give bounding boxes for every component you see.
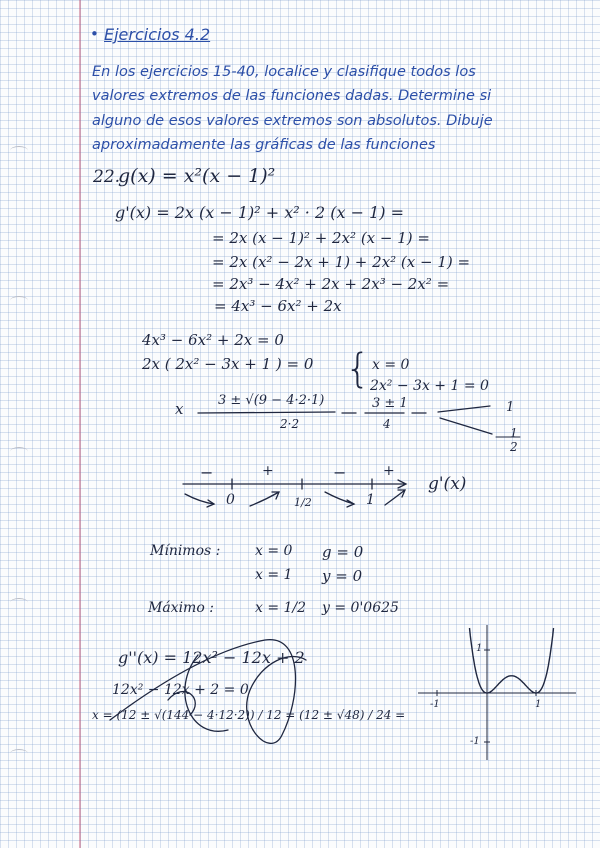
graph-tick-neg-x: -1 [430,699,440,710]
second-derivative-line: g''(x) = 12x² − 12x + 2 [118,648,305,667]
graph-tick-pos-y: 1 [476,643,483,654]
derivative-line: = 2x (x² − 2x + 1) + 2x² (x − 1) = [212,253,471,271]
maximum-x: x = 1/2 [255,600,307,616]
problem-number: 22. [93,167,121,187]
root-one: 1 [506,400,515,415]
problem-function: g(x) = x²(x − 1)² [118,165,276,187]
sign-plus: + [383,463,395,479]
graph-tick-pos-x: 1 [535,699,542,710]
second-derivative-roots: x = (12 ± √(144 − 4·12·2)) / 12 = (12 ± √48) / 24 = [92,708,406,722]
page-title: Ejercicios 4.2 [104,25,211,44]
quadratic-numerator-simplified: 3 ± 1 [372,396,408,411]
minimum-y: y = 0 [322,567,363,585]
critical-point-half: 1/2 [294,496,312,509]
root-half-numerator: 1 [510,426,518,440]
function-graph [418,625,576,760]
derivative-line: = 4x³ − 6x² + 2x [214,297,342,315]
intro-line: valores extremos de las funciones dadas. Determine si [92,88,492,104]
intro-line: aproximadamente las gráficas de las funciones [92,137,436,153]
case-brace: { [345,346,371,392]
equation-line: 4x³ − 6x² + 2x = 0 [142,331,284,349]
quadratic-denominator-simplified: 4 [383,417,391,431]
factored-equation: 2x ( 2x² − 3x + 1 ) = 0 [142,355,314,373]
minimum-x: x = 1 [255,567,293,583]
derivative-line: = 2x (x − 1)² + 2x² (x − 1) = [212,229,430,247]
minimum-label: Mínimos : [150,543,221,559]
sign-plus: + [262,463,274,479]
critical-point-zero: 0 [226,492,235,508]
intro-line: alguno de esos valores extremos son absolutos. Dibuje [92,113,493,129]
root-half-denominator: 2 [510,440,518,454]
maximum-label: Máximo : [148,600,214,616]
minimum-x: x = 0 [255,543,293,559]
minimum-y: g = 0 [322,543,364,561]
quadratic-x: x [175,400,184,418]
intro-line: En los ejercicios 15-40, localice y clasifique todos los [92,64,476,80]
header-bullet: • [90,25,99,43]
quadratic-numerator: 3 ± √(9 − 4·2·1) [218,393,325,408]
derivative-line: = 2x³ − 4x² + 2x + 2x³ − 2x² = [212,275,450,293]
graph-tick-neg-y: -1 [470,736,480,747]
critical-point-one: 1 [366,492,375,508]
maximum-y: y = 0'0625 [322,600,399,616]
sign-minus: − [200,463,214,482]
quadratic-denominator: 2·2 [280,417,300,431]
case-quadratic: 2x² − 3x + 1 = 0 [370,378,489,394]
case-zero: x = 0 [372,357,410,373]
sign-chart-label: g'(x) [428,474,467,494]
sign-minus: − [333,463,347,482]
second-derivative-equation: 12x² − 12x + 2 = 0 [112,682,249,698]
derivative-line: g'(x) = 2x (x − 1)² + x² · 2 (x − 1) = [115,203,404,222]
